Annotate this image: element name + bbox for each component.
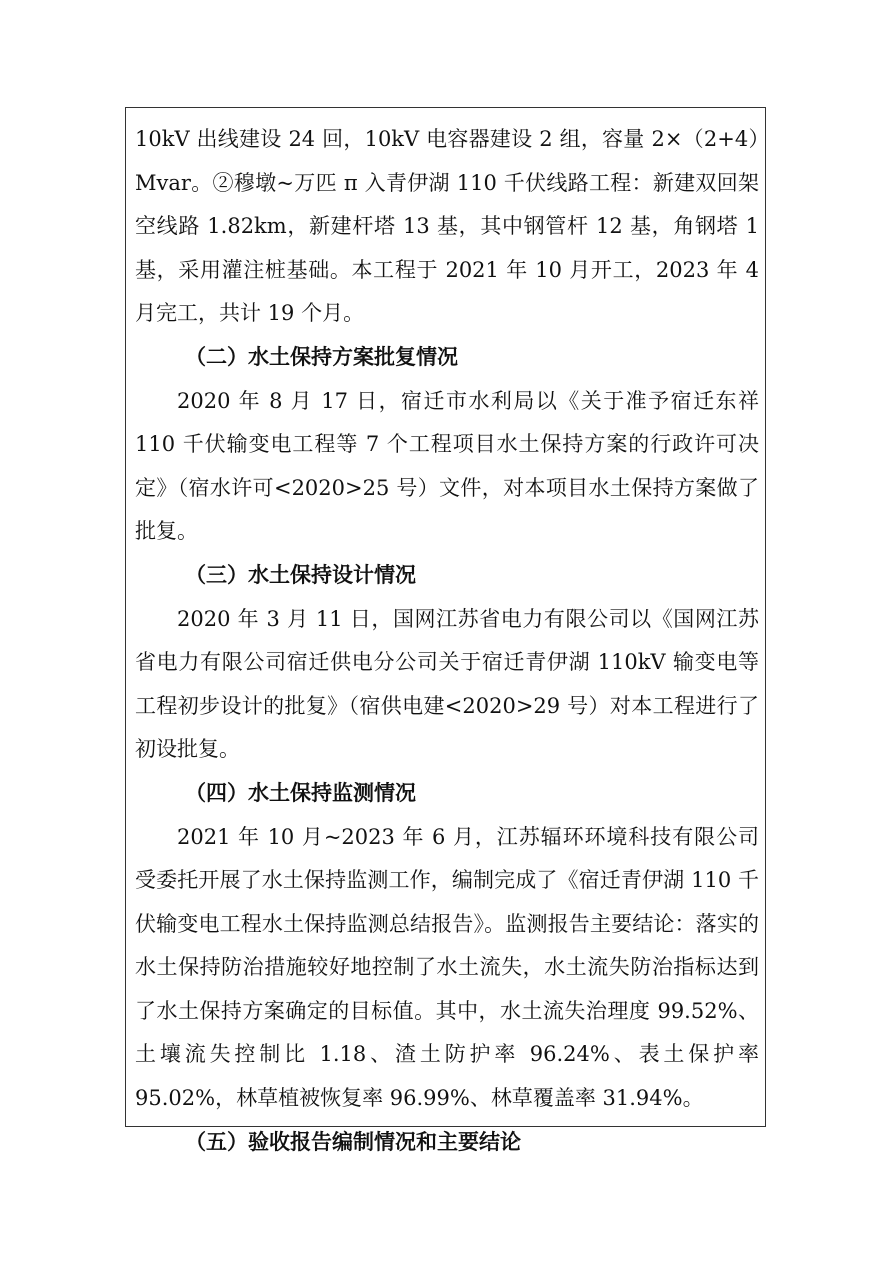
heading-acceptance-report: （五）验收报告编制情况和主要结论 — [185, 1129, 521, 1154]
paragraph-monitoring: 2021 年 10 月~2023 年 6 月，江苏辐环环境科技有限公司受委托开展了水土保持监测工作，编制完成了《宿迁青伊湖 110 千伏输变电工程水土保持监测总结报告》。监测报告主要结论：落实的水土保持防治措施较好地控制了水土流失，水土流失防治指标达到了水土保持方案确定的目标值。其中，水土流失治理度 99.52%、土壤流失控制比 1.18、渣土防护率 96.24%、表土保护率 95.02%，林草植被恢复率 96.99%、林草覆盖率 31.94%。 — [135, 824, 759, 1111]
document-body — [135, 118, 759, 1164]
paragraph-design: 2020 年 3 月 11 日，国网江苏省电力有限公司以《国网江苏省电力有限公司宿迁供电分公司关于宿迁青伊湖 110kV 输变电等工程初步设计的批复》（宿供电建<2020>29 号）对本工程进行了初设批复。 — [135, 606, 759, 762]
heading-monitoring: （四）水土保持监测情况 — [185, 780, 416, 805]
heading-design: （三）水土保持设计情况 — [185, 562, 416, 587]
paragraph-plan-approval: 2020 年 8 月 17 日，宿迁市水利局以《关于准予宿迁东祥 110 千伏输变电工程等 7 个工程项目水土保持方案的行政许可决定》（宿水许可<2020>25 号）文件，对本项目水土保持方案做了批复。 — [135, 388, 759, 544]
paragraph-project-scope: 10kV 出线建设 24 回，10kV 电容器建设 2 组，容量 2×（2+4）Mvar。②穆墩~万匹 π 入青伊湖 110 千伏线路工程：新建双回架空线路 1.82km，新建杆塔 13 基，其中钢管杆 12 基，角钢塔 1 基，采用灌注桩基础。本工程于 2021 年 10 月开工，2023 年 4 月完工，共计 19 个月。 — [135, 127, 759, 326]
heading-plan-approval: （二）水土保持方案批复情况 — [185, 344, 458, 369]
